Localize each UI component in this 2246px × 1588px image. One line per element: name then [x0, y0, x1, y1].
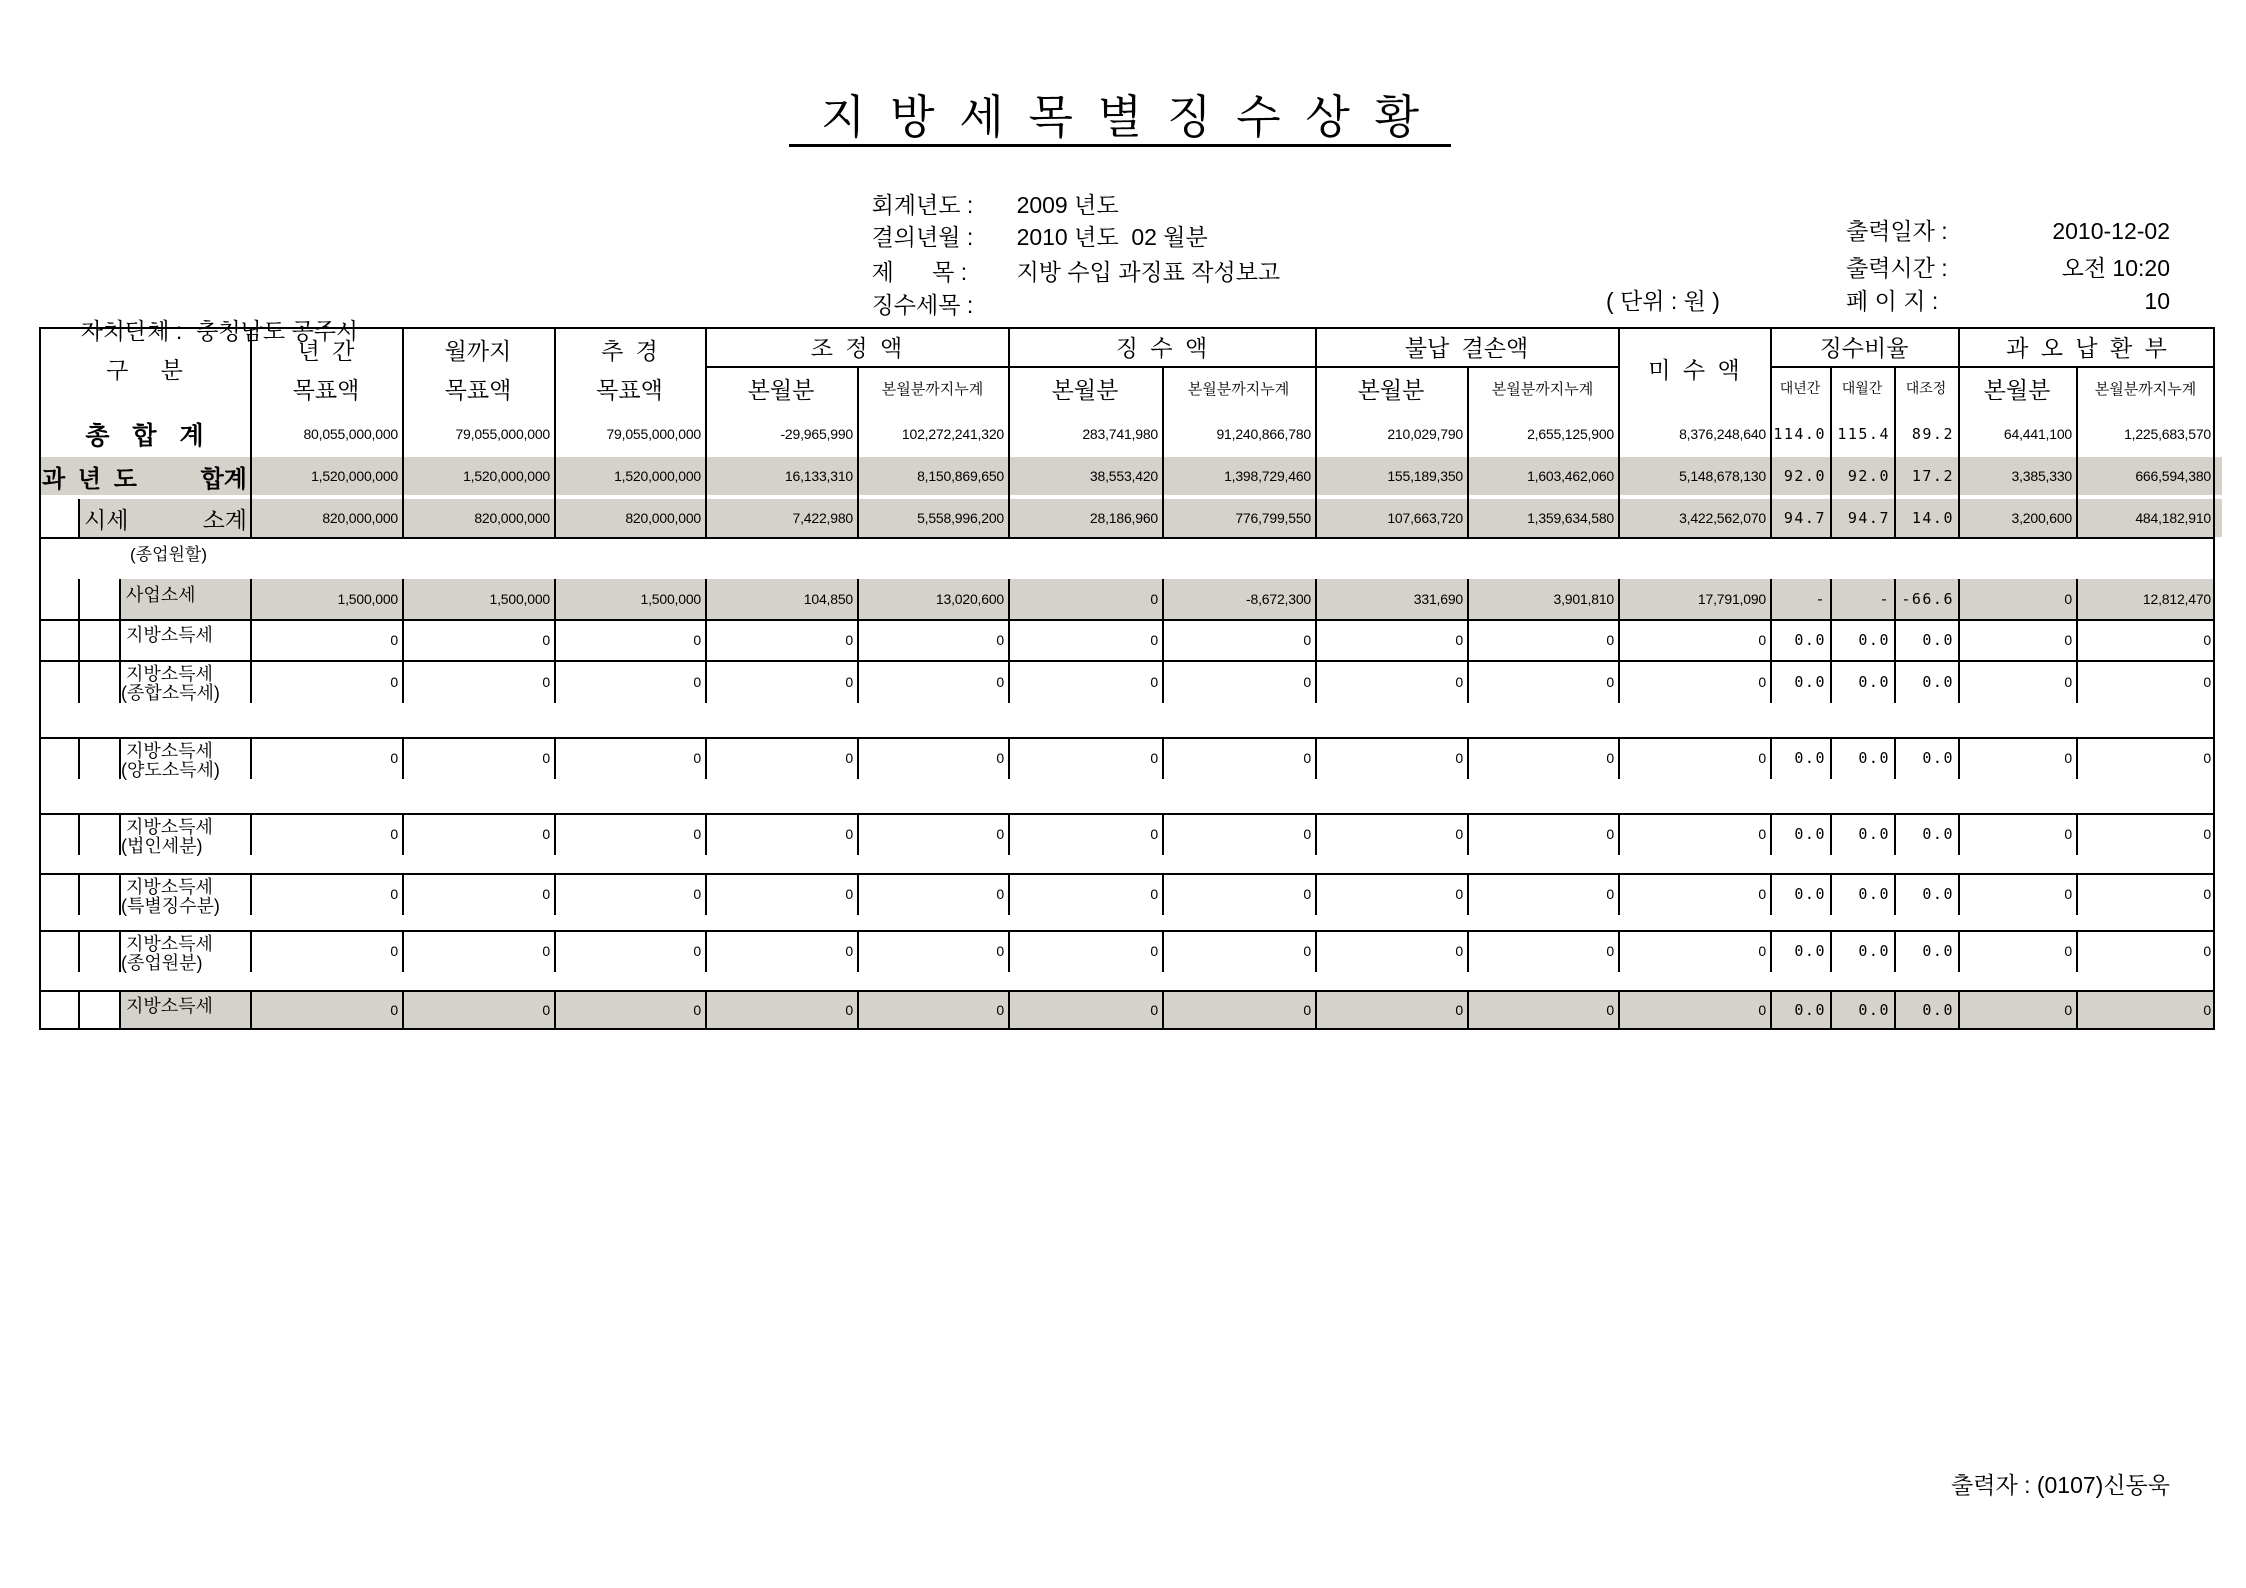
- table-cell: 0: [845, 750, 853, 766]
- table-cell: 0: [1758, 1002, 1766, 1018]
- table-cell: 0: [1303, 750, 1311, 766]
- table-cell: 776,799,550: [1235, 510, 1311, 526]
- table-cell: 0: [2203, 826, 2211, 842]
- table-cell: 484,182,910: [2135, 510, 2211, 526]
- table-cell: 0.0: [1794, 942, 1826, 960]
- header-annual-line1: 년 간: [297, 337, 355, 364]
- table-cell: 0: [996, 750, 1004, 766]
- table-cell: 16,133,310: [784, 468, 853, 484]
- table-cell: 0: [996, 673, 1004, 690]
- header-adjust-cumulative: 본월분까지누계: [881, 380, 984, 398]
- table-cell: 0: [845, 673, 853, 690]
- table-cell: 0: [542, 750, 550, 766]
- table-cell: 0: [1303, 1002, 1311, 1018]
- table-cell: 0: [2203, 750, 2211, 766]
- table-cell: 107,663,720: [1387, 510, 1463, 526]
- table-cell: 0: [1606, 750, 1614, 766]
- row-label: 사업소세: [126, 585, 196, 605]
- table-cell: 104,850: [803, 591, 853, 607]
- table-cell: 0: [2064, 943, 2072, 959]
- table-cell: 0.0: [1794, 885, 1826, 903]
- table-cell: 114.0: [1773, 424, 1826, 443]
- table-cell: 92.0: [1847, 467, 1890, 485]
- table-cell: 0: [1758, 750, 1766, 766]
- table-cell: 79,055,000,000: [455, 425, 550, 442]
- table-cell: 0: [996, 1002, 1004, 1018]
- table-cell: 0: [1150, 673, 1158, 690]
- table-cell: 28,186,960: [1089, 510, 1158, 526]
- table-cell: 0.0: [1794, 749, 1826, 767]
- row-label: 지방소득세: [126, 664, 213, 684]
- table-cell: 331,690: [1413, 591, 1463, 607]
- table-cell: 91,240,866,780: [1216, 425, 1311, 442]
- table-cell: 7,422,980: [792, 510, 853, 526]
- table-cell: 210,029,790: [1387, 425, 1463, 442]
- table-cell: 0: [1758, 631, 1766, 648]
- info-value: 2009 년도: [1016, 192, 1119, 218]
- table-cell: 0.0: [1858, 825, 1890, 843]
- printed-by: 출력자 : (0107)신동욱: [1951, 1472, 2170, 1498]
- table-cell: 0: [693, 631, 701, 648]
- table-cell: 0: [2064, 750, 2072, 766]
- table-cell: 0: [1150, 1002, 1158, 1018]
- print-date-value: 2010-12-02: [2052, 218, 2170, 244]
- row-sublabel: (양도소득세): [121, 760, 220, 780]
- print-date-label: 출력일자 :: [1846, 218, 1948, 244]
- table-cell: 283,741,980: [1082, 425, 1158, 442]
- info-label: 제 목 :: [871, 259, 968, 285]
- row-sublabel: (종합소득세): [121, 683, 220, 703]
- table-cell: 0: [693, 673, 701, 690]
- table-cell: 0: [1758, 826, 1766, 842]
- table-cell: 0: [1606, 826, 1614, 842]
- table-cell: 3,901,810: [1553, 591, 1614, 607]
- table-cell: 0: [2203, 1002, 2211, 1018]
- table-cell: 0: [1150, 943, 1158, 959]
- table-cell: -8,672,300: [1246, 591, 1311, 607]
- row-sublabel: (특별징수분): [121, 896, 220, 916]
- info-label: 결의년월 :: [871, 224, 974, 250]
- table-cell: 0: [2064, 591, 2072, 607]
- table-cell: 0.0: [1922, 749, 1954, 767]
- table-cell: 0.0: [1858, 885, 1890, 903]
- table-cell: 0: [542, 631, 550, 648]
- table-cell: -66.6: [1901, 590, 1954, 608]
- table-cell: 0.0: [1794, 672, 1826, 691]
- table-cell: 0: [693, 750, 701, 766]
- table-cell: 3,200,600: [2011, 510, 2072, 526]
- table-cell: 0.0: [1922, 1001, 1954, 1019]
- table-cell: 0: [1303, 673, 1311, 690]
- table-cell: 12,812,470: [2142, 591, 2211, 607]
- table-cell: 0.0: [1922, 885, 1954, 903]
- table-cell: 0: [1455, 750, 1463, 766]
- table-cell: 820,000,000: [474, 510, 550, 526]
- table-cell: 8,376,248,640: [1679, 425, 1766, 442]
- header-writeoff: 불납 결손액: [1404, 335, 1529, 361]
- table-cell: 0: [1455, 1002, 1463, 1018]
- table-cell: 1,603,462,060: [1527, 468, 1614, 484]
- header-annual-line2: 목표액: [292, 376, 360, 403]
- table-cell: 0: [2203, 943, 2211, 959]
- table-cell: 0.0: [1922, 672, 1954, 691]
- table-cell: 0: [2203, 631, 2211, 648]
- table-cell: 666,594,380: [2135, 468, 2211, 484]
- header-collected-month: 본월분: [1051, 376, 1119, 403]
- table-cell: 0: [390, 750, 398, 766]
- table-cell: 0: [390, 1002, 398, 1018]
- table-cell: 0: [1606, 886, 1614, 902]
- row-label: 지방소득세: [126, 817, 213, 837]
- page-label: 페 이 지 :: [1846, 288, 1939, 314]
- header-refund-month: 본월분: [1983, 376, 2051, 403]
- table-cell: 0: [1455, 943, 1463, 959]
- info-label: 징수세목 :: [871, 292, 974, 318]
- print-time-label: 출력시간 :: [1846, 255, 1948, 281]
- table-cell: 0: [996, 826, 1004, 842]
- header-collected: 징 수 액: [1115, 335, 1208, 361]
- table-cell: 0: [845, 886, 853, 902]
- table-cell: 0: [2064, 826, 2072, 842]
- table-cell: 0: [542, 826, 550, 842]
- table-cell: 0: [542, 943, 550, 959]
- table-cell: 92.0: [1783, 467, 1826, 485]
- table-cell: 102,272,241,320: [901, 425, 1004, 442]
- table-cell: 5,558,996,200: [917, 510, 1004, 526]
- table-cell: 64,441,100: [2003, 425, 2072, 442]
- table-cell: 0: [1150, 886, 1158, 902]
- table-cell: 0.0: [1794, 1001, 1826, 1019]
- unit-note: ( 단위 : 원 ): [1606, 288, 1720, 314]
- header-revised-line1: 추 경: [601, 337, 658, 364]
- table-cell: 1,500,000: [640, 591, 701, 607]
- table-cell: 5,148,678,130: [1679, 468, 1766, 484]
- table-cell: 0.0: [1858, 942, 1890, 960]
- header-writeoff-month: 본월분: [1357, 376, 1425, 403]
- table-cell: 0: [1606, 1002, 1614, 1018]
- table-cell: 0.0: [1858, 1001, 1890, 1019]
- table-cell: 0: [542, 1002, 550, 1018]
- table-cell: 820,000,000: [625, 510, 701, 526]
- table-cell: 0.0: [1922, 942, 1954, 960]
- table-cell: 0: [2064, 886, 2072, 902]
- row-sublabel: 합계: [200, 465, 247, 493]
- table-cell: 155,189,350: [1387, 468, 1463, 484]
- table-cell: 0: [693, 1002, 701, 1018]
- table-cell: 820,000,000: [322, 510, 398, 526]
- table-cell: 1,500,000: [489, 591, 550, 607]
- table-cell: 115.4: [1837, 424, 1890, 443]
- table-cell: 0: [1455, 886, 1463, 902]
- table-cell: 0: [1303, 826, 1311, 842]
- table-cell: 3,385,330: [2011, 468, 2072, 484]
- table-cell: 0: [693, 886, 701, 902]
- header-refund: 과 오 납 환 부: [2006, 335, 2167, 361]
- table-cell: 17.2: [1911, 467, 1954, 485]
- table-cell: 0: [1455, 631, 1463, 648]
- table-cell: 8,150,869,650: [917, 468, 1004, 484]
- table-cell: 0: [1150, 631, 1158, 648]
- header-collected-cumulative: 본월분까지누계: [1187, 380, 1290, 398]
- table-cell: 2,655,125,900: [1527, 425, 1614, 442]
- table-cell: 1,520,000,000: [311, 468, 398, 484]
- table-cell: 0.0: [1858, 672, 1890, 691]
- table-cell: 0: [542, 886, 550, 902]
- table-cell: 0: [2064, 1002, 2072, 1018]
- table-cell: 0: [996, 631, 1004, 648]
- table-cell: 14.0: [1911, 509, 1954, 527]
- header-uncollected: 미 수 액: [1648, 357, 1740, 383]
- row-label: 지방소득세: [126, 877, 213, 897]
- table-cell: 1,520,000,000: [463, 468, 550, 484]
- row-label: 지방소득세: [126, 996, 213, 1016]
- table-cell: 80,055,000,000: [303, 425, 398, 442]
- table-cell: 0: [390, 673, 398, 690]
- table-cell: 0: [2064, 631, 2072, 648]
- table-cell: 0: [1758, 886, 1766, 902]
- header-category: 구 분: [106, 357, 183, 383]
- table-cell: 0: [693, 943, 701, 959]
- page-value: 10: [2144, 288, 2170, 314]
- table-cell: 0: [845, 943, 853, 959]
- table-cell: 0: [2203, 673, 2211, 690]
- table-cell: 89.2: [1911, 424, 1954, 443]
- header-revised-line2: 목표액: [596, 376, 663, 403]
- row-label: 지방소득세: [126, 741, 213, 761]
- header-ratio: 징수비율: [1819, 335, 1909, 361]
- organization-value: 충청남도 공주시: [196, 318, 359, 344]
- table-cell: 0: [1606, 673, 1614, 690]
- table-cell: 0: [542, 673, 550, 690]
- table-cell: 0: [1303, 631, 1311, 648]
- table-cell: 0.0: [1794, 630, 1826, 649]
- table-cell: 0.0: [1922, 630, 1954, 649]
- table-cell: -: [1815, 590, 1826, 608]
- table-cell: 0: [390, 631, 398, 648]
- table-cell: 1,359,634,580: [1527, 510, 1614, 526]
- header-monthly-line2: 목표액: [444, 376, 512, 403]
- table-cell: 94.7: [1783, 509, 1826, 527]
- report-title: 지 방 세 목 별 징 수 상 황: [789, 90, 1451, 147]
- table-cell: 0: [1758, 673, 1766, 690]
- print-time-value: 오전 10:20: [2061, 255, 2170, 281]
- table-cell: 0: [390, 886, 398, 902]
- header-ratio-sub: 대년간: [1779, 380, 1821, 396]
- table-cell: 1,225,683,570: [2124, 425, 2211, 442]
- table-cell: 0: [1150, 826, 1158, 842]
- table-cell: -: [1879, 590, 1890, 608]
- table-cell: 3,422,562,070: [1679, 510, 1766, 526]
- header-refund-cumulative: 본월분까지누계: [2094, 380, 2197, 398]
- row-label: (종업원할): [130, 544, 208, 564]
- table-cell: 17,791,090: [1697, 591, 1766, 607]
- table-cell: 0: [390, 943, 398, 959]
- table-cell: 1,500,000: [337, 591, 398, 607]
- table-cell: 0: [1303, 886, 1311, 902]
- table-cell: 0: [1150, 750, 1158, 766]
- header-adjust: 조 정 액: [810, 335, 903, 361]
- table-cell: 0: [996, 886, 1004, 902]
- row-label: 지방소득세: [126, 625, 213, 645]
- table-cell: 1,520,000,000: [614, 468, 701, 484]
- table-cell: 0.0: [1794, 825, 1826, 843]
- table-cell: 0.0: [1858, 749, 1890, 767]
- table-cell: 0.0: [1858, 630, 1890, 649]
- header-adjust-month: 본월분: [747, 376, 815, 403]
- table-cell: 79,055,000,000: [606, 425, 701, 442]
- table-cell: 0: [845, 631, 853, 648]
- table-cell: 0: [1455, 673, 1463, 690]
- table-cell: 0: [2064, 673, 2072, 690]
- table-cell: 38,553,420: [1089, 468, 1158, 484]
- organization-label: 자치단체 :: [80, 318, 183, 344]
- table-cell: 0.0: [1922, 825, 1954, 843]
- table-cell: 0: [693, 826, 701, 842]
- table-cell: 0: [1303, 943, 1311, 959]
- table-cell: 0: [1455, 826, 1463, 842]
- table-cell: 0: [1606, 943, 1614, 959]
- header-ratio-sub: 대조정: [1905, 380, 1947, 396]
- table-cell: 1,398,729,460: [1224, 468, 1311, 484]
- table-cell: 13,020,600: [935, 591, 1004, 607]
- table-cell: 0: [845, 1002, 853, 1018]
- header-writeoff-cumulative: 본월분까지누계: [1491, 380, 1594, 398]
- table-cell: 0: [2203, 886, 2211, 902]
- info-label: 회계년도 :: [871, 192, 974, 218]
- header-ratio-sub: 대월간: [1841, 380, 1883, 396]
- table-cell: 0: [390, 826, 398, 842]
- row-sublabel: 소계: [202, 506, 247, 533]
- table-cell: -29,965,990: [780, 425, 853, 442]
- table-cell: 94.7: [1847, 509, 1890, 527]
- row-label: 과 년 도: [42, 465, 137, 493]
- row-sublabel: (법인세분): [121, 836, 203, 856]
- table-cell: 0: [996, 943, 1004, 959]
- row-label: 지방소득세: [126, 934, 213, 954]
- table-cell: 0: [1606, 631, 1614, 648]
- info-value: 2010 년도 02 월분: [1016, 224, 1208, 250]
- table-cell: 0: [1150, 591, 1158, 607]
- info-value: 지방 수입 과징표 작성보고: [1016, 259, 1281, 285]
- row-label: 총 합 계: [85, 421, 204, 450]
- header-monthly-line1: 월까지: [444, 337, 512, 364]
- row-sublabel: (종업원분): [121, 953, 203, 973]
- table-cell: 0: [845, 826, 853, 842]
- table-cell: 0: [1758, 943, 1766, 959]
- row-label: 시세: [84, 506, 129, 533]
